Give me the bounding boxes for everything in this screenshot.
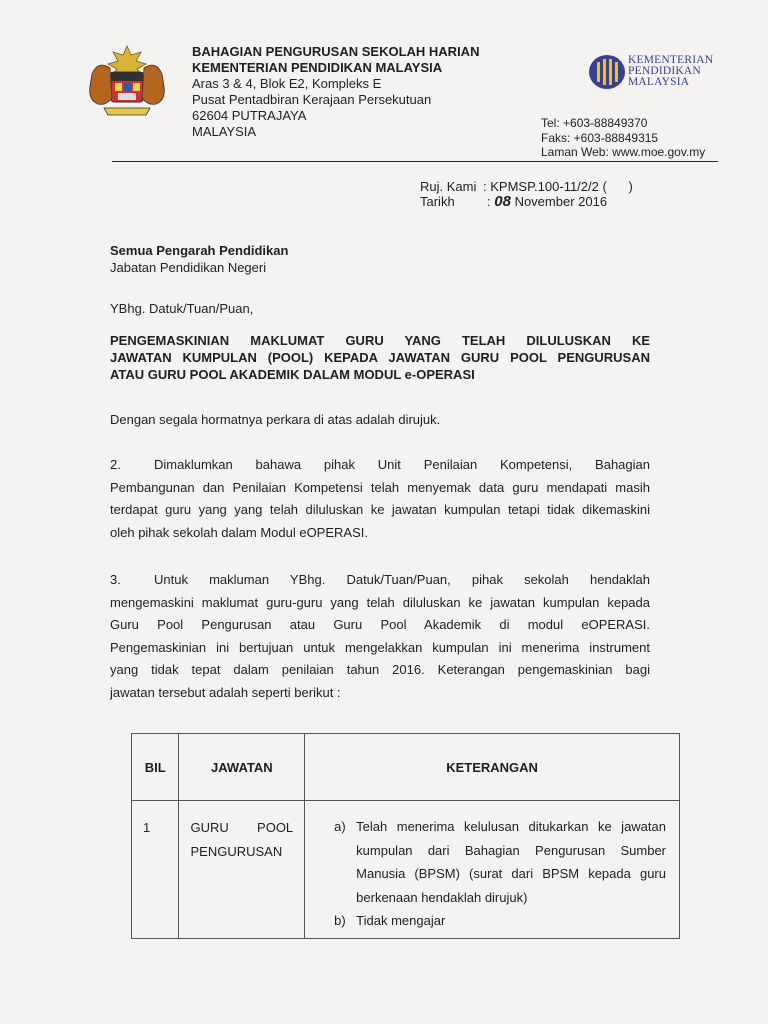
address-line: Aras 3 & 4, Blok E2, Kompleks E xyxy=(192,76,382,91)
para2-line: 2. Dimaklumkan bahawa pihak Unit Penilaian Kompetensi, Bahagian xyxy=(110,454,650,477)
address-line: 62604 PUTRAJAYA xyxy=(192,108,307,123)
para3-line: jawatan tersebut adalah seperti berikut : xyxy=(110,684,341,700)
para3-line: mengemaskini maklumat guru-guru yang telah diluluskan ke jawatan kumpulan kepada xyxy=(110,594,650,610)
contact-block xyxy=(541,116,705,160)
tel-text: Tel: +603-88849370 xyxy=(541,116,648,130)
ruj-label: Ruj. Kami xyxy=(420,179,477,194)
row-bil: 1 xyxy=(143,820,151,835)
header-divider xyxy=(112,161,718,162)
header-bil: BIL xyxy=(132,734,179,801)
para3-line: Pengemaskinian ini bertujuan untuk mengelakkan kumpulan ini menerima instrument xyxy=(110,639,650,655)
addressee-line2: Jabatan Pendidikan Negeri xyxy=(110,260,267,275)
tarikh-label: Tarikh xyxy=(420,194,455,209)
org-address xyxy=(192,76,431,140)
list-item: b) Tidak mengajar xyxy=(334,913,446,928)
paragraph-3 xyxy=(110,569,650,704)
para3-number: 3. xyxy=(110,572,121,587)
ruj-row xyxy=(420,179,633,194)
logo-text-line: PENDIDIKAN xyxy=(628,65,701,77)
subject-line: ATAU GURU POOL AKADEMIK DALAM MODUL e-OPERASI xyxy=(110,367,475,382)
tarikh-month-year: November 2016 xyxy=(514,194,608,209)
logo-text-line: KEMENTERIAN xyxy=(628,54,714,66)
row-jawatan: GURU POOL PENGURUSAN xyxy=(190,820,294,859)
para3-line: 3. Untuk makluman YBhg. Datuk/Tuan/Puan, pihak sekolah hendaklah xyxy=(110,569,650,592)
jawatan-table xyxy=(131,733,680,939)
kpm-logo-text xyxy=(628,55,713,88)
table-row xyxy=(132,801,680,939)
org-line1: BAHAGIAN PENGURUSAN SEKOLAH HARIAN xyxy=(192,44,480,59)
address-line: MALAYSIA xyxy=(192,124,257,139)
subject-heading xyxy=(110,332,650,383)
tarikh-colon: : xyxy=(487,194,491,209)
salutation: YBhg. Datuk/Tuan/Puan, xyxy=(110,301,254,316)
opening-text: Dengan segala hormatnya perkara di atas adalah dirujuk. xyxy=(110,412,441,427)
para2-line: Pembangunan dan Penilaian Kompetensi telah menyemak data guru mendapati masih xyxy=(110,479,650,495)
address-line: Pusat Pentadbiran Kerajaan Persekutuan xyxy=(192,92,432,107)
para2-line: oleh pihak sekolah dalam Modul eOPERASI. xyxy=(110,524,368,540)
subject-line: JAWATAN KUMPULAN (POOL) KEPADA JAWATAN GURU POOL PENGURUSAN xyxy=(110,350,650,365)
subject-line: PENGEMASKINIAN MAKLUMAT GURU YANG TELAH DILULUSKAN KE xyxy=(110,333,650,348)
website-text: Laman Web: www.moe.gov.my xyxy=(541,145,706,159)
addressee xyxy=(110,242,288,276)
para2-line: terdapat guru yang yang telah diluluskan ke jawatan kumpulan tetapi tidak dikemaskini xyxy=(110,502,650,517)
coat-of-arms-icon xyxy=(82,42,172,124)
ruj-value: : KPMSP.100-11/2/2 ( ) xyxy=(483,179,633,194)
para3-line: Guru Pool Pengurusan atau Guru Pool Akademik di modul eOPERASI. xyxy=(110,617,650,632)
para2-number: 2. xyxy=(110,457,121,472)
table-header-row xyxy=(132,734,680,801)
opening-paragraph xyxy=(110,409,650,432)
reference-block xyxy=(420,179,633,209)
paragraph-2 xyxy=(110,454,650,544)
header-keterangan: KETERANGAN xyxy=(305,734,680,801)
tarikh-row xyxy=(420,194,633,209)
fax-text: Faks: +603-88849315 xyxy=(541,130,659,145)
para3-line: yang tidak tepat dalam penilaian tahun 2016. Keterangan pengemaskinian bagi xyxy=(110,662,650,677)
tarikh-day-handwritten: 08 xyxy=(494,193,511,210)
addressee-line1: Semua Pengarah Pendidikan xyxy=(110,243,289,258)
logo-text-line: MALAYSIA xyxy=(628,76,690,88)
org-name xyxy=(192,44,479,76)
header-jawatan: JAWATAN xyxy=(179,734,305,801)
list-item: a) Telah menerima kelulusan ditukarkan ke jawatan kumpulan dari Bahagian Pengurusan Sumber Manusia (BPSM) (surat dari BPSM kepada guru berkenaan hendaklah dirujuk) xyxy=(334,819,666,905)
org-line2: KEMENTERIAN PENDIDIKAN MALAYSIA xyxy=(192,60,443,75)
row-keterangan xyxy=(306,802,678,937)
kpm-logo-icon xyxy=(588,54,626,90)
